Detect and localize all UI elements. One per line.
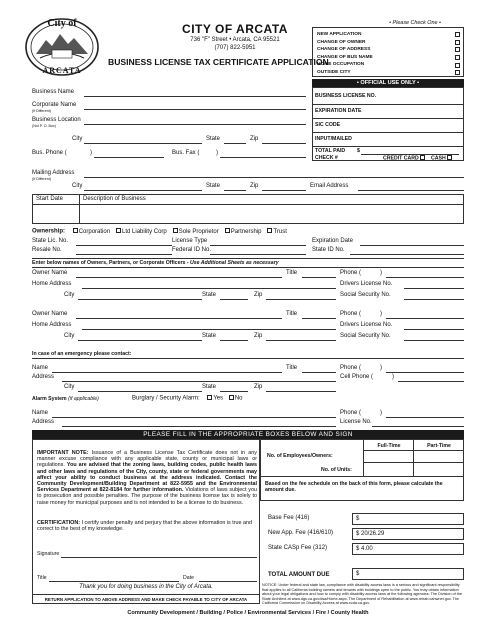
credit-card-checkbox[interactable] <box>420 155 425 160</box>
ownership-option-label: Partnership <box>230 228 262 235</box>
resale-field[interactable] <box>76 254 172 255</box>
check-one-checkbox[interactable] <box>455 55 460 60</box>
employees-full-time-field[interactable] <box>365 452 411 461</box>
total-due-value: $ <box>356 571 360 577</box>
mailing-address-label: Mailing Address <box>32 170 75 176</box>
business-name-field[interactable] <box>84 96 306 97</box>
check-one-heading: • Please Check One • <box>389 20 441 26</box>
city-phone: (707) 822-5951 <box>214 45 256 51</box>
owners-note: Enter below names of Owners, Partners, or Corporate Officers - Use Additional Sheets as necessary <box>32 260 279 266</box>
total-due-field[interactable] <box>352 568 464 580</box>
check-one-checkbox[interactable] <box>455 40 460 45</box>
units-label: No. of Units: <box>321 467 352 473</box>
fee-row-field[interactable] <box>352 513 464 525</box>
emergency-cell-field[interactable] <box>398 381 464 382</box>
owner1-home-label: Home Address <box>32 281 72 287</box>
official-use-box <box>312 87 464 161</box>
owner2-state-label: State <box>202 333 217 339</box>
mailing-address-field[interactable] <box>84 177 464 178</box>
fee-row-label: Base Fee (416) <box>268 515 310 521</box>
resale-label: Resale No. <box>32 247 62 253</box>
emergency-address-label: Address <box>32 374 55 380</box>
corporate-if-different: (If Different) <box>32 109 51 113</box>
logo-bottom-text: ARCATA <box>42 66 82 75</box>
business-fax-field[interactable] <box>220 157 306 158</box>
business-state-label: State <box>206 136 221 142</box>
owner2-home-label: Home Address <box>32 322 72 328</box>
business-zip-field[interactable] <box>262 143 306 144</box>
input-mailed-label: INPUT/MAILED <box>315 136 352 142</box>
business-city-field[interactable] <box>84 143 202 144</box>
emergency-zip-label: Zip <box>254 384 263 390</box>
business-city-label: City <box>72 136 83 142</box>
business-state-field[interactable] <box>224 143 246 144</box>
mailing-zip-label: Zip <box>250 183 259 189</box>
check-one-item <box>317 46 463 54</box>
fee-row-field[interactable] <box>352 543 464 555</box>
emergency-address-field[interactable] <box>62 381 336 382</box>
cash-checkbox[interactable] <box>447 155 452 160</box>
owner2-home-field[interactable] <box>82 329 336 330</box>
fee-schedule-note: Based on the fee schedule on the back of this form, please calculate the amount due. <box>265 481 443 494</box>
owner2-city-field[interactable] <box>78 340 202 341</box>
ownership-checkbox[interactable] <box>116 228 121 233</box>
start-date-box <box>32 194 464 224</box>
business-location-label: Business Location <box>32 117 81 123</box>
emergency-city-label: City <box>64 384 75 390</box>
fee-row-label: State CASp Fee (312) <box>268 545 328 551</box>
important-note: IMPORTANT NOTE: Issuance of a Business License Tax Certificate does not in any manner excuse compliance with any applicable state, county or municipal laws or regulations. You are advised that the zoning laws, building codes, public health laws and other laws and regulations of the City, county, state or federal governments may affect your ability to conduct business at the address indicated. Contact the Community Development/Building Department at 822-5955 and the Environmental Services Department at 822-8184 for further information. Violations of laws subject you to prosecution and possible penalties. The purpose of the business license tax is solely to raise money for municipal purposes and is not intended to be a license to do business. <box>37 450 257 506</box>
emergency-phone-field[interactable] <box>386 372 464 373</box>
ownership-option-label: Corporation <box>78 228 111 235</box>
state-id-field[interactable] <box>350 254 464 255</box>
check-one-checkbox[interactable] <box>455 70 460 75</box>
owner1-ssn-label: Social Security No. <box>340 292 391 298</box>
owner2-name-label: Owner Name <box>32 311 68 317</box>
alarm-phone-label: Phone ( <box>340 410 362 416</box>
official-use-heading: • OFFICIAL USE ONLY • <box>312 79 464 87</box>
business-zip-label: Zip <box>250 136 259 142</box>
license-type-label: License Type <box>172 238 208 244</box>
emergency-name-label: Name <box>32 365 49 371</box>
check-one-item <box>317 31 463 39</box>
start-date-label: Start Date <box>36 196 64 202</box>
full-time-header: Full-Time <box>377 443 401 449</box>
owner2-title-label: Title <box>286 311 298 317</box>
emergency-cell-label: Cell Phone ( <box>340 374 374 380</box>
owner1-home-field[interactable] <box>82 288 336 289</box>
alarm-name-label: Name <box>32 410 49 416</box>
check-one-item <box>317 54 463 62</box>
state-lic-field[interactable] <box>76 245 172 246</box>
federal-id-field[interactable] <box>210 254 306 255</box>
sig-title-field[interactable] <box>49 581 179 582</box>
business-name-label: Business Name <box>32 89 75 95</box>
emergency-city-field[interactable] <box>78 391 202 392</box>
owner1-phone-field[interactable] <box>386 277 464 278</box>
mailing-state-field[interactable] <box>224 190 246 191</box>
alarm-phone-field[interactable] <box>386 417 464 418</box>
employees-label: No. of Employees/Owners: <box>267 453 333 459</box>
owner1-ssn-field[interactable] <box>404 299 464 300</box>
alarm-system-label: Alarm System (if applicable) <box>32 396 99 402</box>
check-one-item <box>317 61 463 69</box>
license-no-label: BUSINESS LICENSE NO. <box>315 93 377 99</box>
mailing-city-label: City <box>72 183 83 189</box>
owner1-title-field[interactable] <box>302 277 336 278</box>
owner1-state-label: State <box>202 292 217 298</box>
emergency-zip-field[interactable] <box>266 391 336 392</box>
owner2-ssn-field[interactable] <box>404 340 464 341</box>
check-one-checkbox[interactable] <box>455 63 460 68</box>
cash-label: CASH <box>431 155 453 162</box>
fee-row-value: $ 4.00 <box>356 546 373 552</box>
business-fax-close: ) <box>216 150 218 156</box>
owner2-zip-field[interactable] <box>266 340 336 341</box>
thank-you-text: Thank you for doing business in the City of Arcata. <box>79 584 213 590</box>
owner1-city-label: City <box>64 292 75 298</box>
sig-date-label: Date <box>183 575 194 581</box>
owner2-dl-field[interactable] <box>404 329 464 330</box>
fee-row-value: $ <box>356 516 360 522</box>
business-phone-label: Bus. Phone ( <box>32 150 67 156</box>
owner1-state-field[interactable] <box>220 299 248 300</box>
mailing-zip-field[interactable] <box>262 190 306 191</box>
part-time-header: Part-Time <box>427 443 451 449</box>
form-title: BUSINESS LICENSE TAX CERTIFICATE APPLICATION <box>108 57 329 67</box>
owner1-name-field[interactable] <box>76 277 282 278</box>
footer-departments: Community Development / Building / Police / Environmental Services / Fire / County Health <box>127 610 369 616</box>
owner2-phone-field[interactable] <box>386 318 464 319</box>
owner2-zip-label: Zip <box>254 333 263 339</box>
business-fax-label: Bus. Fax ( <box>172 150 200 156</box>
alarm-yes-checkbox[interactable] <box>207 395 212 400</box>
ownership-option-label: Ltd Liability Corp <box>122 228 167 235</box>
check-one-label: HOME OCCUPATION <box>317 62 365 68</box>
owner1-phone-label: Phone ( <box>340 270 362 276</box>
license-type-field[interactable] <box>210 245 306 246</box>
ownership-label: Ownership: <box>32 228 66 235</box>
owner2-phone-label: Phone ( <box>340 311 362 317</box>
description-label: Description of Business <box>83 196 146 202</box>
owner2-ssn-label: Social Security No. <box>340 333 391 339</box>
signature-field[interactable] <box>61 557 257 558</box>
certification: CERTIFICATION: I certify under penalty and perjury that the above information is true and correct to the best of my knowledge. <box>37 520 253 533</box>
sig-title-label: Title <box>37 575 47 581</box>
city-name: CITY OF ARCATA <box>182 22 288 36</box>
alarm-license-label: License No. <box>340 419 372 425</box>
total-paid-label: TOTAL PAID <box>315 148 346 154</box>
ownership-checkbox[interactable] <box>267 228 272 233</box>
business-phone-field[interactable] <box>94 157 164 158</box>
check-one-box <box>312 27 464 77</box>
alarm-phone-close: ) <box>380 410 382 416</box>
owner1-zip-field[interactable] <box>266 299 336 300</box>
fee-row-label: New App. Fee (416/610) <box>268 530 334 536</box>
alarm-name-field[interactable] <box>52 417 336 418</box>
check-number-label: CHECK # <box>315 155 338 161</box>
owner1-dl-field[interactable] <box>404 288 464 289</box>
notice-box <box>32 439 260 604</box>
alarm-no-checkbox[interactable] <box>229 395 234 400</box>
owner1-name-label: Owner Name <box>32 270 68 276</box>
owner2-name-field[interactable] <box>76 318 282 319</box>
check-one-item <box>317 69 463 77</box>
expiration-date-label: Expiration Date <box>312 238 354 244</box>
return-instructions: RETURN APPLICATION TO ABOVE ADDRESS AND MAKE CHECK PAYABLE TO CITY OF ARCATA <box>44 597 248 602</box>
fees-box <box>260 439 464 501</box>
total-due-label: TOTAL AMOUNT DUE <box>268 572 330 578</box>
email-field[interactable] <box>358 190 464 191</box>
mailing-city-field[interactable] <box>84 190 202 191</box>
description-field[interactable] <box>80 205 463 224</box>
check-one-checkbox[interactable] <box>455 47 460 52</box>
owner1-dl-label: Drivers License No. <box>340 281 393 287</box>
fill-in-banner: PLEASE FILL IN THE APPROPRIATE BOXES BELOW AND SIGN <box>32 430 464 439</box>
emergency-phone-close: ) <box>380 365 382 371</box>
owner1-zip-label: Zip <box>254 292 263 298</box>
signature-label: Signature <box>37 551 60 557</box>
ownership-option-label: Sole Proprietor <box>178 228 219 235</box>
emergency-heading: In case of an emergency please contact: <box>32 351 132 357</box>
employees-part-time-field[interactable] <box>415 452 461 461</box>
sig-date-field[interactable] <box>199 581 257 582</box>
state-lic-label: State Lic. No. <box>32 238 69 244</box>
units-field[interactable] <box>365 464 461 475</box>
mailing-if-different: (If Different) <box>32 177 51 181</box>
ownership-row <box>32 228 287 236</box>
emergency-name-field[interactable] <box>52 372 282 373</box>
ada-notice: NOTICE: Under federal and state law, compliance with disability access laws is a serious and significant responsibility that applies to all California building owners and tenants with buildings open to the public. You may obtain information about your legal obligations and how to comply with disability access laws at the following agencies: The Division of the State Architect at www.dgs.ca.gov/dsa/Home.aspx. The Department of Rehabilitation at www.rehab.cahwnet.gov. The California Commission on Disability Access at www.ccda.ca.gov. <box>262 583 463 606</box>
business-location-note: (Not P. O. Box) <box>32 124 56 128</box>
state-id-label: State ID No. <box>312 247 345 253</box>
owner2-title-field[interactable] <box>302 318 336 319</box>
check-one-label: CHANGE OF OWNER <box>317 39 366 45</box>
emergency-title-label: Title <box>286 365 298 371</box>
city-address: 736 "F" Street • Arcata, CA 95521 <box>190 37 280 43</box>
emergency-title-field[interactable] <box>302 372 336 373</box>
check-one-label: CHANGE OF BUS NAME <box>317 54 373 60</box>
business-phone-close: ) <box>90 150 92 156</box>
check-one-label: OUTSIDE CITY <box>317 69 351 75</box>
emergency-state-label: State <box>202 384 217 390</box>
expiration-date-field[interactable] <box>360 245 464 246</box>
emergency-phone-label: Phone ( <box>340 365 362 371</box>
ownership-checkbox[interactable] <box>73 228 78 233</box>
fee-row-value: $ 20/26.29 <box>356 531 385 537</box>
ownership-option-label: Trust <box>273 228 287 235</box>
owner1-title-label: Title <box>286 270 298 276</box>
federal-id-label: Federal ID No. <box>172 247 212 253</box>
burglary-row: Burglary / Security Alarm: Yes No <box>132 395 243 402</box>
business-location-field[interactable] <box>84 124 306 125</box>
check-one-checkbox[interactable] <box>455 32 460 37</box>
ownership-checkbox[interactable] <box>225 228 230 233</box>
ownership-checkbox[interactable] <box>173 228 178 233</box>
emergency-cell-close: ) <box>392 374 394 380</box>
corporate-name-field[interactable] <box>84 109 306 110</box>
check-one-label: NEW APPLICATION <box>317 32 362 37</box>
check-one-label: CHANGE OF ADDRESS <box>317 47 371 53</box>
mailing-state-label: State <box>206 183 221 189</box>
alarm-address-label: Address <box>32 419 55 425</box>
owner1-phone-close: ) <box>380 270 382 276</box>
fee-row-field[interactable] <box>352 528 464 540</box>
owner2-state-field[interactable] <box>220 340 248 341</box>
sic-code-label: SIC CODE <box>315 122 341 128</box>
owner2-phone-close: ) <box>380 311 382 317</box>
expiration-label: EXPIRATION DATE <box>315 108 362 114</box>
corporate-name-label: Corporate Name <box>32 102 77 108</box>
email-label: Email Address <box>310 183 349 189</box>
check-one-item <box>317 39 463 47</box>
owner2-city-label: City <box>64 333 75 339</box>
owner1-city-field[interactable] <box>78 299 202 300</box>
alarm-address-field[interactable] <box>62 426 336 427</box>
credit-card-label: CREDIT CARD <box>383 155 426 162</box>
city-logo <box>22 14 102 78</box>
logo-top-text: City of <box>47 18 77 29</box>
start-date-field[interactable] <box>33 205 79 224</box>
emergency-state-field[interactable] <box>220 391 248 392</box>
total-paid-sign: $ <box>357 148 360 154</box>
alarm-license-field[interactable] <box>372 426 464 427</box>
owner2-dl-label: Drivers License No. <box>340 322 393 328</box>
